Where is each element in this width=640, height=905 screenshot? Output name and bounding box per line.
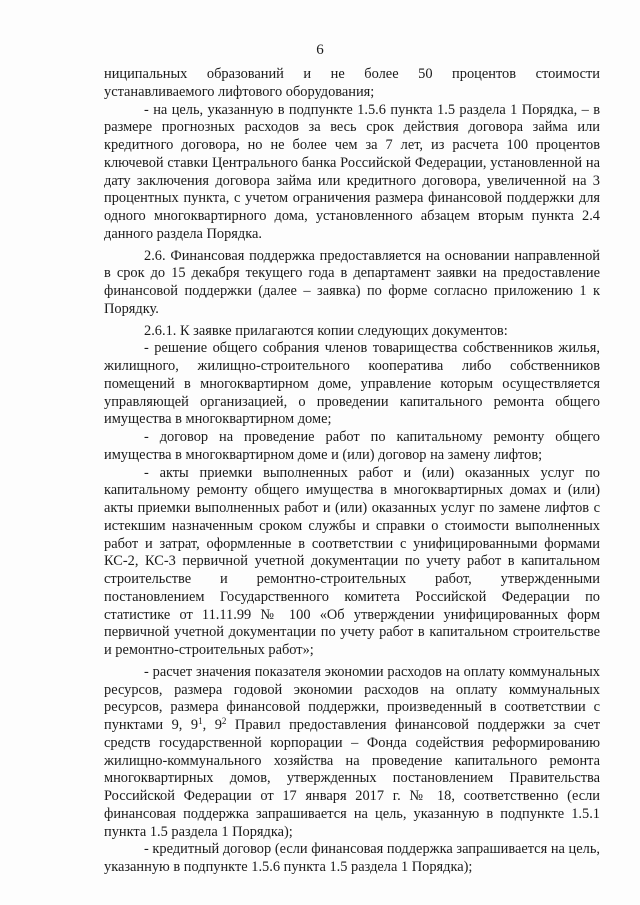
document-body: [104, 66, 600, 877]
superscript-1: 1: [198, 716, 203, 726]
list-item-savings-calculation: [104, 664, 600, 842]
superscript-2: 2: [221, 716, 227, 726]
paragraph-item-1-5-6: - на цель, указанную в подпункте 1.5.6 пункта 1.5 раздела 1 Порядка, – в размере прогнозных расходов за весь срок действия договора займа или кредитного договора, но не более чем за 7 лет, из расчета 100 процентов ключевой ставки Центрального банка Российской Федерации, установленной на дату заключения договора займа или кредитного договора, увеличенной на 3 процентных пункта, с учетом ограничения размера финансовой поддержки для одного многоквартирного дома, установленного абзацем вторым пункта 2.4 данного раздела Порядка.: [104, 101, 600, 242]
savings-calc-tail: Правил предоставления финансовой поддержки за счет средств государственной корпорации – Фонда содействия реформированию жилищно-коммунального хозяйства на проведение капитального ремонта многоквартирных домов, утвержденных постановлением Правительства Российской Федерации от 17 января 2017 г. № 18, соответственно (если финансовая поддержка запрашивается на цель, указанную в подпункте 1.5.1 пункта 1.5 раздела 1 Порядка);: [104, 717, 600, 840]
list-item-general-meeting-decision: - решение общего собрания членов товарищества собственников жилья, жилищного, жилищно-строительного кооператива либо собственников помещений в многоквартирном доме, управление которым осуществляется управляющей организацией, о проведении капитального ремонта общего имущества в многоквартирном доме;: [104, 340, 600, 428]
page-number: 6: [316, 42, 324, 58]
savings-calc-mid: , 9: [202, 717, 222, 733]
list-item-loan-agreement: - кредитный договор (если финансовая поддержка запрашивается на цель, указанную в подпункте 1.5.6 пункта 1.5 раздела 1 Порядка);: [104, 841, 600, 875]
list-item-repair-contract: - договор на проведение работ по капитальному ремонту общего имущества в многоквартирном доме и (или) договор на замену лифтов;: [104, 429, 600, 463]
list-item-acceptance-acts: - акты приемки выполненных работ и (или) оказанных услуг по капитальному ремонту общего имущества в многоквартирных домах и (или) акты приемки выполненных работ и (или) оказанных услуг по замене лифтов с истекшим назначенным сроком службы и справки о стоимости выполненных работ и затрат, оформленные в соответствии с унифицированными формами КС-2, КС-3 первичной учетной документации по учету работ в капитальном строительстве и ремонтно-строительных работ, утвержденными постановлением Государственного комитета Российской Федерации по статистике от 11.11.99 № 100 «Об утверждении унифицированных форм первичной учетной документации по учету работ в капитальном строительстве и ремонтно-строительных работ»;: [104, 464, 600, 658]
paragraph-2-6: 2.6. Финансовая поддержка предоставляется на основании направленной в срок до 15 декабря текущего года в департамент заявки на предоставление финансовой поддержки (далее – заявка) по форме согласно приложению 1 к Порядку.: [104, 247, 600, 317]
savings-calc-lead: - расчет значения показателя экономии расходов на оплату коммунальных ресурсов, размера годовой экономии расходов на оплату коммунальных ресурсов, размера финансовой поддержки, произведенный в соответствии с пунктами 9, 9: [104, 663, 600, 733]
paragraph-2-6-1: 2.6.1. К заявке прилагаются копии следующих документов:: [144, 322, 508, 339]
paragraph-continuation: ниципальных образований и не более 50 процентов стоимости устанавливаемого лифтового оборудования;: [104, 66, 600, 100]
